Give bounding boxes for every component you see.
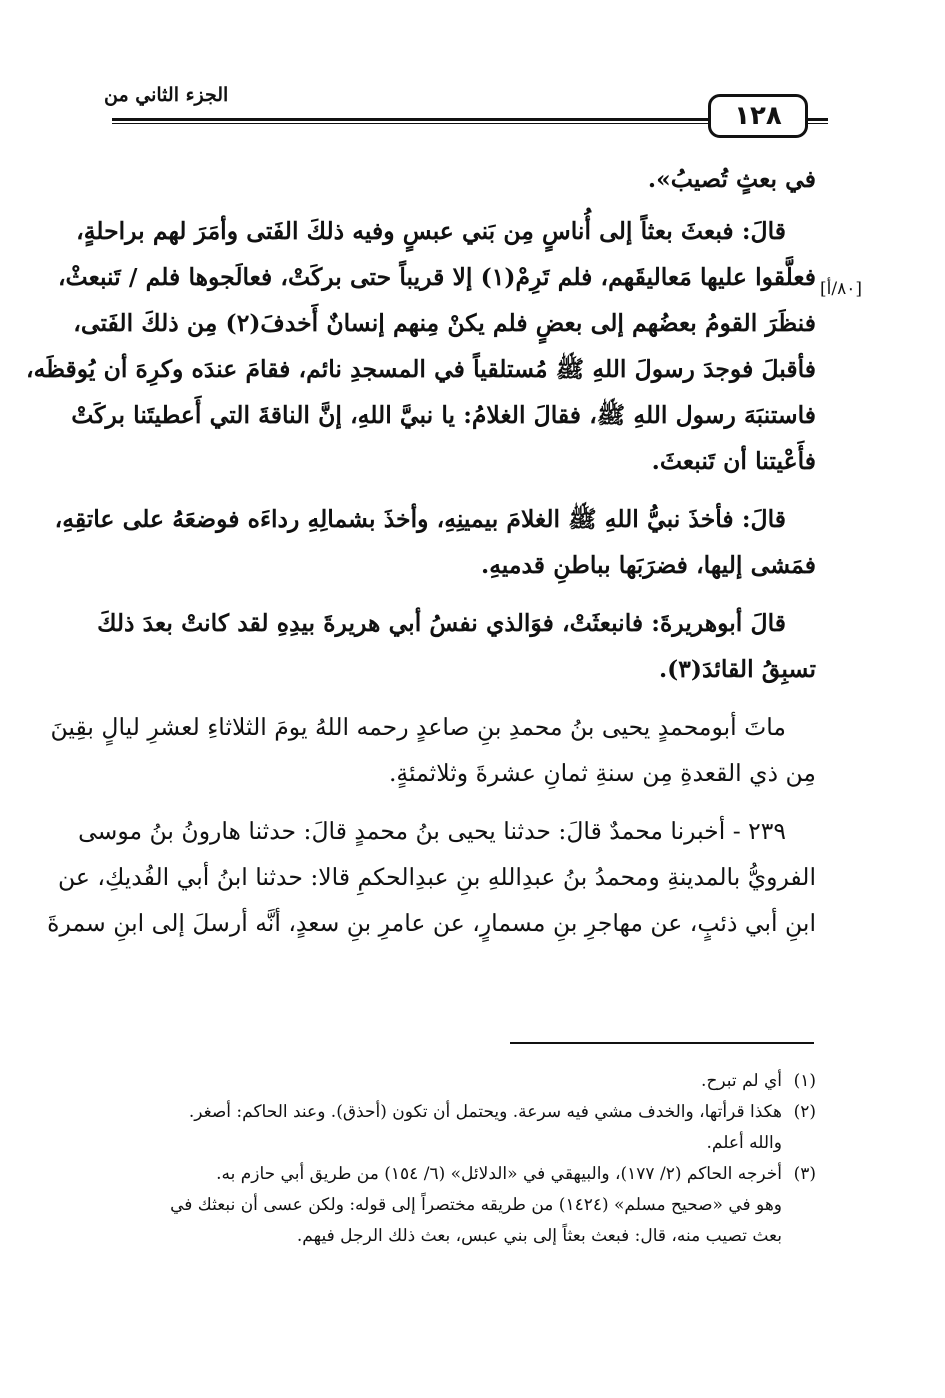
margin-reference: [٨٠/أ] xyxy=(820,279,862,299)
footnote xyxy=(104,1097,816,1159)
footnote-line: أخرجه الحاكم (٢/ ١٧٧)، والبيهقي في «الدلائل» (٦/ ١٥٤) من طريق أبي حازم به. xyxy=(216,1164,782,1184)
footnote-number: (٣) xyxy=(793,1164,816,1184)
text-line: فأَعْيتنا أن تَنبعثَ. xyxy=(651,447,816,475)
text-line: ٢٣٩ - أخبرنا محمدٌ قالَ: حدثنا يحيى بنُ محمدٍ قالَ: حدثنا هارونُ بنُ موسى xyxy=(78,817,786,845)
footnote-line: وهو في «صحيح مسلم» (١٤٢٤) من طريقه مختصراً إلى قوله: ولكن عسى أن نبعثك في xyxy=(170,1195,782,1215)
header-rule xyxy=(112,118,716,124)
footnote xyxy=(104,1159,816,1252)
paragraph xyxy=(47,808,816,946)
text-line: تسبِقُ القائدَ(٣). xyxy=(658,655,816,683)
text-line: في بعثٍ تُصيبُ». xyxy=(647,165,816,193)
footnote-number: (١) xyxy=(793,1071,816,1091)
text-line: فنظَرَ القومُ بعضُهم إلى بعضٍ فلم يكنْ مِنهم إنسانٌ أَخدفَ(٢) مِن ذلكَ الفَتى، xyxy=(73,309,816,337)
paragraph xyxy=(50,704,816,796)
paragraph xyxy=(104,156,816,202)
text-line: فعلَّقوا عليها مَعاليقَهم، فلم تَرِمْ(١) إلا قريباً حتى بركَتْ، فعالَجوها فلم / تَنبعثْ، xyxy=(57,263,816,291)
footnote-line: والله أعلم. xyxy=(706,1133,782,1153)
footnote-number: (٢) xyxy=(793,1102,816,1122)
footnote-line: هكذا قرأتها، والخدف مشي فيه سرعة. ويحتمل أن تكون (أحذق). وعند الحاكم: أصغر. xyxy=(188,1102,782,1122)
text-line: ابنِ أبي ذئبٍ، عن مهاجرِ بنِ مسمارٍ، عن عامرِ بنِ سعدٍ، أنَّه أرسلَ إلى ابنِ سمرةَ xyxy=(47,909,816,937)
text-line: مِن ذي القعدةِ مِن سنةِ ثمانِ عشرةَ وثلاثمئةٍ. xyxy=(388,759,816,787)
paragraph xyxy=(26,208,816,484)
text-line: قالَ: فأخذَ نبيُّ اللهِ ﷺ الغلامَ بيمينِهِ، وأخذَ بشمالِهِ رداءَه فوضعَهُ على عاتقِهِ، xyxy=(54,505,786,533)
text-line: الفرويُّ بالمدينةِ ومحمدُ بنُ عبدِاللهِ بنِ عبدِالحكمِ قالا: حدثنا ابنُ أبي الفُديكِ، عن xyxy=(57,863,816,891)
page-header xyxy=(92,78,832,138)
paragraph xyxy=(97,600,816,692)
text-line: قالَ أبوهريرةَ: فانبعثَتْ، فوَالذي نفسُ أبي هريرةَ بيدِهِ لقد كانتْ بعدَ ذلكَ xyxy=(97,609,786,637)
paragraph xyxy=(54,496,816,588)
footnote-line: بعث تصيب منه، قال: فبعث بعثاً إلى بني عبس، بعث ذلك الرجل فيهم. xyxy=(296,1226,782,1246)
text-line: فاستنبَهَ رسول اللهِ ﷺ، فقالَ الغلامُ: يا نبيَّ اللهِ، إنَّ الناقةَ التي أَعطيتَنا بركَتْ xyxy=(71,401,816,429)
text-line: فمَشى إليها، فضرَبَها بباطنِ قدميهِ. xyxy=(481,551,816,579)
footnote-line: أي لم تبرح. xyxy=(701,1071,782,1091)
main-text xyxy=(26,156,816,958)
footnotes xyxy=(104,1066,816,1252)
text-line: قالَ: فبعثَ بعثاً إلى أُناسٍ مِن بَني عبسٍ وفيه ذلكَ الفَتى وأمَرَ لهم براحلةٍ، xyxy=(76,217,786,245)
text-line: فأقبلَ فوجدَ رسولَ اللهِ ﷺ مُستلقياً في المسجدِ نائم، فقامَ عندَه وكرِهَ أن يُوقظَه، xyxy=(26,355,816,383)
page-number: ١٢٨ xyxy=(708,94,808,138)
text-line: ماتَ أبومحمدٍ يحيى بنُ محمدِ بنِ صاعدٍ رحمه اللهُ يومَ الثلاثاءِ لعشرِ ليالٍ بقِينَ xyxy=(50,713,786,741)
footnote-separator xyxy=(510,1042,814,1044)
running-title: الجزء الثاني من xyxy=(104,84,229,106)
footnote xyxy=(104,1066,816,1097)
